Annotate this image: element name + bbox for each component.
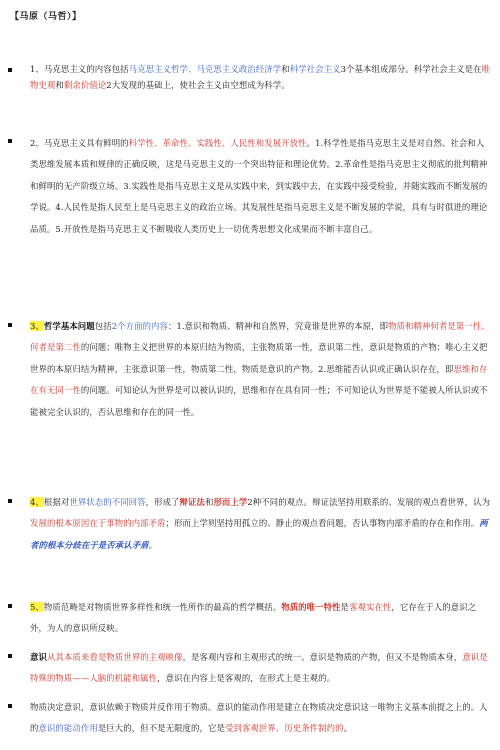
text-segment: 3个基本组成部分。科学社会主义是在 <box>340 64 482 74</box>
text-segment: 发展的根本原因在于事物的内部矛盾 <box>30 518 166 529</box>
text-segment: 4、 <box>30 497 44 507</box>
list-bullet <box>8 499 12 503</box>
text-segment: 根据对 <box>43 497 70 507</box>
text-segment: 是巨大的，但不是无限度的，它是 <box>97 722 225 733</box>
list-item <box>30 697 492 738</box>
list-item <box>30 492 492 556</box>
text-segment: 哲学基本问题 <box>43 321 95 331</box>
text-segment: 从其本质来看 <box>46 652 98 662</box>
list-bullet <box>8 323 12 327</box>
text-segment: 意识 <box>30 652 47 662</box>
text-segment: 1、马克思主义的内容包括 <box>30 64 129 74</box>
text-segment: 。 <box>148 539 158 550</box>
text-segment: 3、 <box>30 321 44 331</box>
list-item <box>30 133 492 240</box>
text-segment: 是物质世界的主观映像 <box>97 652 183 662</box>
text-segment: 是 <box>340 602 350 612</box>
text-segment: 和 <box>55 79 64 90</box>
text-segment: 马克思主义哲学、马克思主义政治经济学 <box>128 64 282 74</box>
text-segment: 形而上学 <box>213 497 248 507</box>
text-segment: 剩余价值论 <box>63 79 107 90</box>
text-segment: 5、 <box>30 602 44 612</box>
text-segment: 科学社会主义 <box>289 64 341 74</box>
text-segment: 。 <box>343 722 353 733</box>
text-segment: 2个方面的内容 <box>111 321 168 331</box>
text-segment: ：1.意识和物质、精神和自然界，究竟谁是世界的本原，即 <box>168 321 389 331</box>
text-segment: 包括 <box>94 321 112 331</box>
text-segment: 唯物史观 <box>30 64 491 90</box>
text-segment: 物质决定意识，意识依赖于物质并反作用于物质。意识的能动作用是建立在物质决定意识这一唯物主义基本前提之上的。人的 <box>30 702 488 733</box>
list-bullet <box>8 604 12 608</box>
list-bullet <box>8 654 12 658</box>
text-segment: 物质的唯一特性 <box>281 602 341 612</box>
page-title: 【马原（马哲）】 <box>10 12 82 22</box>
text-segment: 客观实在性 <box>349 602 392 612</box>
text-segment: ，形成了 <box>145 497 180 507</box>
text-segment: ；形而上学则坚持用孤立的、静止的观点看问题，否认事物内部矛盾的存在和作用。 <box>165 518 480 529</box>
text-segment: 受到客观世界、历史条件制约的 <box>224 722 344 733</box>
list-bullet <box>8 139 12 143</box>
text-segment: 意识是特殊的物质——人脑的机能和属性 <box>30 652 488 683</box>
text-segment: 意识的能动作用 <box>38 722 98 733</box>
text-segment: ，意识在内容上是客观的，在形式上是主观的。 <box>157 672 336 683</box>
list-item <box>30 62 492 94</box>
text-segment: 2种不同的观点。辩证法坚持用联系的、发展的观点看世界，认为 <box>247 497 491 507</box>
list-item <box>30 316 492 423</box>
text-segment: 。1.科学性是指马克思主义是对自然、社会和人类思维发展本质和规律的正确反映，这是马克思主义的一个突出特征和理论优势。2.革命性是指马克思主义彻底的批判精神和鲜明的无产阶级立场。3.实践性是指马克思主义是从实践中来，到实践中去，在实践中接受检验，并随实践而不断发展的学说。4.人民性是指人民至上是马克思主义的政治立场。其发展性是指马克思主义是不断发展的学说，具有与时俱进的理论品质。5.开放性是指马克思主义不断吸收人类历史上一切优秀思想文化成果而不断丰富自己。 <box>30 138 488 234</box>
text-segment: 物质和精神何者是第一性、何者是第二性 <box>30 321 490 353</box>
text-segment: ，它存在于人的意识之外，为人的意识所反映。 <box>30 602 477 633</box>
text-segment: 2大发现的基础上，使社会主义由空想成为科学。 <box>106 79 290 90</box>
text-segment: 的问题。可知论认为世界是可以被认识的，思维和存在具有同一性；不可知论认为世界是不能被人所认识或不能被完全认识的，否认思维和存在的同一性。 <box>30 385 488 417</box>
list-item <box>30 597 492 638</box>
text-segment: 和 <box>281 64 290 74</box>
text-segment: ，是客观内容和主观形式的统一。意识是物质的产物，但又不是物质本身， <box>182 652 463 662</box>
text-segment: 两者的根本分歧在于是否承认矛盾 <box>30 518 488 550</box>
list-bullet <box>8 68 12 72</box>
text-segment: 辩证法 <box>179 497 205 507</box>
text-segment: 世界状态的不同回答 <box>69 497 146 507</box>
text-segment: 科学性、革命性、实践性、人民性和发展开放性 <box>128 138 307 148</box>
list-item <box>30 647 492 688</box>
text-segment: 2、马克思主义具有鲜明的 <box>30 138 129 148</box>
list-bullet <box>8 704 12 708</box>
text-segment: 物质范畴是对物质世界多样性和统一性所作的最高的哲学概括。 <box>43 602 282 612</box>
text-segment: 的问题；唯物主义把世界的本原归结为物质，主张物质第一性，意识第二性，意识是物质的产物；唯心主义把世界的本原归结为精神，主张意识第一性，物质第二性，物质是意识的产物。2.思维能否认识或正确认识存在，即 <box>30 342 488 374</box>
text-segment: 思维和存在有无同一性 <box>30 363 488 396</box>
text-segment: 和 <box>204 497 214 507</box>
